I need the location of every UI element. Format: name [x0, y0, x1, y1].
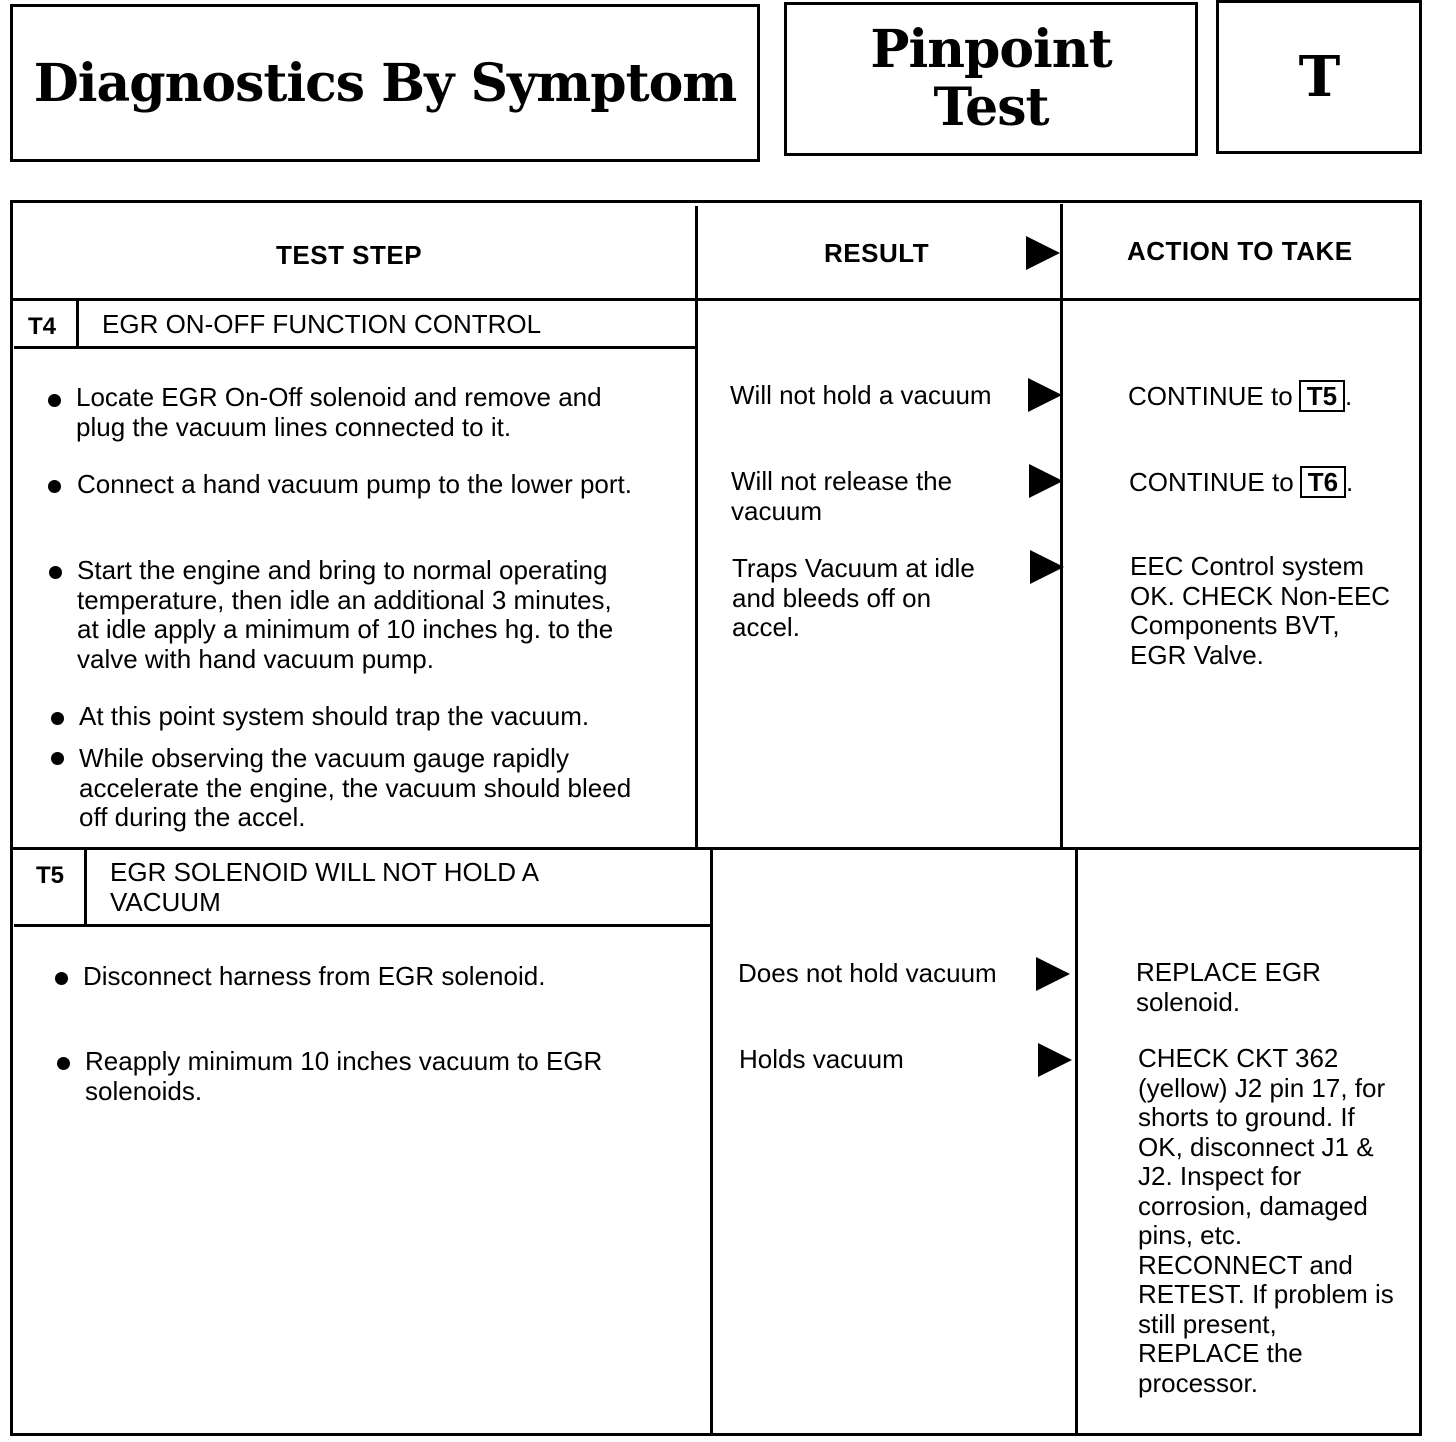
t4-bullet-4: At this point system should trap the vacuum.: [79, 701, 590, 731]
test-letter: T: [1298, 44, 1340, 110]
bullet-icon: [48, 480, 61, 493]
t5-bullet-1: Disconnect harness from EGR solenoid.: [83, 961, 546, 991]
step-title-t5: EGR SOLENOID WILL NOT HOLD A VACUUM: [110, 857, 540, 917]
t4-t5-divider: [10, 847, 1422, 850]
column-header-action: ACTION TO TAKE: [1127, 236, 1353, 266]
t5-result-2: Holds vacuum: [739, 1044, 904, 1074]
bullet-icon: [51, 752, 64, 765]
step-ref-t5[interactable]: T5: [1299, 380, 1345, 412]
column-header-test-step: TEST STEP: [276, 240, 423, 270]
t4-result-3: Traps Vacuum at idle and bleeds off on accel.: [732, 553, 975, 642]
step-ref-t6[interactable]: T6: [1300, 466, 1346, 498]
column-header-result: RESULT: [824, 238, 930, 268]
result-action-divider-upper: [1060, 204, 1063, 850]
table-top-border: [10, 200, 1422, 203]
header-row-bottom-border: [10, 298, 1422, 301]
arrow-right-icon: [1028, 378, 1062, 412]
test-type-line2: Test: [933, 77, 1049, 138]
header-letter-box: [1216, 0, 1422, 154]
t5-bullet-2: Reapply minimum 10 inches vacuum to EGR solenoids.: [85, 1046, 603, 1106]
t4-action-1-text: CONTINUE to: [1128, 381, 1293, 411]
table-left-border: [10, 200, 13, 1436]
table-bottom-border: [10, 1433, 1422, 1436]
page-title: Diagnostics By Symptom: [33, 52, 737, 114]
t4-action-3: EEC Control system OK. CHECK Non-EEC Components BVT, EGR Valve.: [1130, 551, 1391, 670]
t4-action-2-suffix: .: [1346, 467, 1354, 497]
t4-result-1: Will not hold a vacuum: [730, 380, 992, 410]
t5-id-divider: [84, 850, 87, 926]
step-id-t5: T5: [36, 862, 65, 889]
t5-result-1: Does not hold vacuum: [738, 958, 997, 988]
result-action-divider-lower: [1075, 847, 1078, 1436]
bullet-icon: [51, 712, 64, 725]
t4-bullet-2: Connect a hand vacuum pump to the lower port.: [77, 469, 632, 499]
arrow-right-icon: [1036, 957, 1070, 991]
step-result-divider-upper: [695, 206, 698, 850]
step-result-divider-lower: [710, 847, 713, 1436]
t5-action-2: CHECK CKT 362 (yellow) J2 pin 17, for shorts to ground. If OK, disconnect J1 & J2. Inspect for corrosion, damaged pins, etc. RECONNECT and RETEST. If problem is still present, REPLACE the processor.: [1138, 1043, 1394, 1398]
header-title-box: [10, 4, 760, 162]
t4-header-bottom-border: [14, 346, 696, 349]
arrow-right-icon: [1030, 550, 1064, 584]
arrow-right-icon: [1029, 464, 1063, 498]
bullet-icon: [55, 972, 68, 985]
t4-result-2: Will not release the vacuum: [731, 466, 953, 526]
t4-bullet-5: While observing the vacuum gauge rapidly accelerate the engine, the vacuum should bleed off during the accel.: [79, 743, 632, 832]
t4-action-2-text: CONTINUE to: [1129, 467, 1294, 497]
t5-action-1: REPLACE EGR solenoid.: [1136, 957, 1321, 1017]
arrow-right-icon: [1038, 1043, 1072, 1077]
t5-header-bottom-border: [14, 924, 710, 927]
t4-action-1-suffix: .: [1345, 381, 1353, 411]
bullet-icon: [49, 566, 62, 579]
header-test-type-box: [784, 2, 1198, 156]
test-type-line1: Pinpoint: [870, 19, 1112, 80]
arrow-right-icon: [1026, 236, 1060, 270]
t4-id-divider: [76, 300, 79, 348]
step-title-t4: EGR ON-OFF FUNCTION CONTROL: [102, 309, 542, 339]
table-right-border: [1419, 200, 1422, 1436]
bullet-icon: [48, 394, 61, 407]
t4-action-1: [1128, 380, 1352, 412]
t4-bullet-3: Start the engine and bring to normal operating temperature, then idle an additional 3 minutes, at idle apply a minimum of 10 inches hg. to the valve with hand vacuum pump.: [77, 555, 614, 674]
t4-bullet-1: Locate EGR On-Off solenoid and remove and plug the vacuum lines connected to it.: [76, 382, 602, 442]
bullet-icon: [57, 1057, 70, 1070]
t4-action-2: [1129, 466, 1353, 498]
step-id-t4: T4: [28, 313, 57, 340]
